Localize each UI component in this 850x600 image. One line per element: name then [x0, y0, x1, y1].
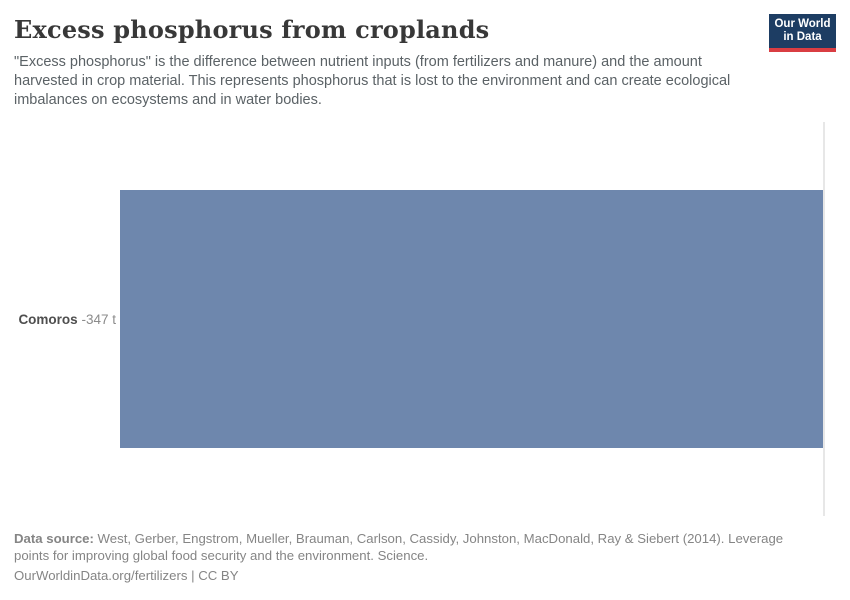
entity-label: Comoros	[18, 312, 78, 327]
chart-subtitle: "Excess phosphorus" is the difference between nutrient inputs (from fertilizers and manure) and the amount harvested in crop material. This represents phosphorus that is lost to the environment and can create ecological imbalances on ecosystems and in water bodies.	[14, 54, 731, 108]
zero-axis-line	[823, 122, 825, 516]
value-label: -347 t	[81, 312, 116, 327]
license-label: CC BY	[198, 568, 239, 583]
bar-track	[120, 190, 823, 448]
bar-comoros[interactable]	[120, 190, 823, 448]
owid-logo[interactable]	[769, 14, 836, 52]
owid-url-link[interactable]: OurWorldinData.org/fertilizers	[14, 568, 188, 583]
byline-separator: |	[187, 568, 199, 583]
data-source-text: West, Gerber, Engstrom, Mueller, Brauman, Carlson, Cassidy, Johnston, MacDonald, Ray & Siebert (2014). Leverage points for improving global food security and the environment. Science.	[14, 531, 784, 563]
byline	[14, 568, 804, 585]
owid-logo-line2: in Data	[783, 31, 822, 43]
data-source-label: Data source:	[14, 531, 94, 546]
chart-title: Excess phosphorus from croplands	[14, 15, 490, 44]
footer	[14, 531, 804, 585]
data-source-line	[14, 531, 804, 564]
plot-area	[0, 122, 850, 516]
owid-logo-line1: Our World	[774, 18, 831, 30]
row-label	[0, 311, 116, 328]
